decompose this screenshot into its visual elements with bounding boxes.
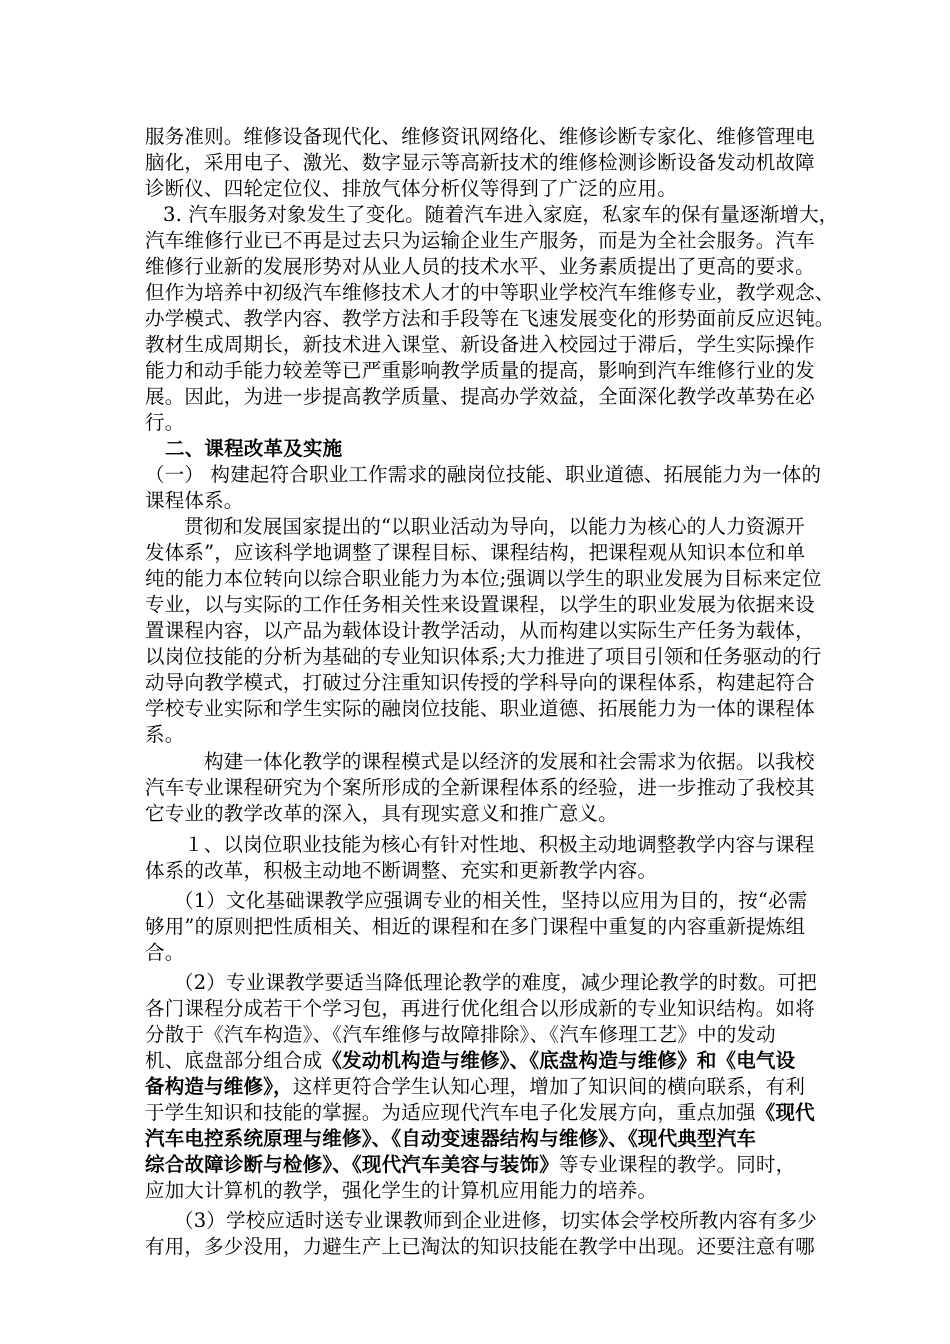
text-line	[145, 1048, 795, 1074]
course-titles-bold: 备构造与维修》，	[145, 1075, 293, 1098]
text-line: 专业，以与实际的工作任务相关性来设置课程，以学生的职业发展为依据来设	[145, 593, 815, 616]
text-line: 脑化，采用电子、激光、数字显示等高新技术的维修检测诊断设备发动机故障	[145, 151, 815, 174]
text-line: 学校专业实际和学生实际的融岗位技能、职业道德、拓展能力为一体的课程体	[145, 697, 815, 720]
text-line: 各门课程分成若干个学习包，再进行优化组合以形成新的专业知识结构。如将	[145, 997, 815, 1020]
text-line	[145, 1152, 795, 1178]
text-line: １、以岗位职业技能为核心有针对性地、积极主动地调整教学内容与课程	[184, 833, 815, 856]
text-line	[145, 1100, 815, 1126]
text-line: 动导向教学模式，打破过分注重知识传授的学科导向的课程体系，构建起符合	[145, 671, 815, 694]
text-line: 构建一体化教学的课程模式是以经济的发展和社会需求为依据。以我校	[204, 750, 815, 773]
text-run: 等专业课程的教学。同时，	[558, 1153, 796, 1176]
text-line: 体系的改革，积极主动地不断调整、充实和更新教学内容。	[145, 859, 658, 882]
course-titles-bold: 《现代	[755, 1101, 815, 1124]
text-line: 以岗位技能的分析为基础的专业知识体系;大力推进了项目引领和任务驱动的行	[145, 645, 822, 668]
text-line: 办学模式、教学内容、教学方法和手段等在飞速发展变化的形势面前反应迟钝。	[145, 307, 835, 330]
text-line	[145, 1074, 805, 1100]
text-line: 展。因此，为进一步提高教学质量、提高办学效益，全面深化教学改革势在必	[145, 385, 815, 408]
text-line: 系。	[145, 723, 185, 746]
text-line: 3. 汽车服务对象发生了变化。随着汽车进入家庭，私家车的保有量逐渐增大，	[163, 203, 839, 226]
text-line: 有用，多少没用，力避生产上已淘汰的知识技能在教学中出现。还要注意有哪	[145, 1235, 815, 1258]
text-line: 应加大计算机的教学，强化学生的计算机应用能力的培养。	[145, 1179, 658, 1202]
text-run: 这样更符合学生认知心理，增加了知识间的横向联系，有利	[292, 1075, 806, 1098]
text-line: 纯的能力本位转向以综合职业能力为本位;强调以学生的职业发展为目标来定位	[145, 567, 822, 590]
text-line: 汽车专业课程研究为个案所形成的全新课程体系的经验，进一步推动了我校其	[145, 776, 815, 799]
course-titles-bold: 《发动机构造与维修》、《底盘构造与维修》和《电气设	[322, 1049, 796, 1072]
text-line: 贯彻和发展国家提出的“以职业活动为导向，以能力为核心的人力资源开	[184, 515, 805, 538]
text-line: （1）文化基础课教学应强调专业的相关性，坚持以应用为目的，按“必需	[174, 889, 808, 912]
text-line: 合。	[145, 941, 185, 964]
text-line: 服务准则。维修设备现代化、维修资讯网络化、维修诊断专家化、维修管理电	[145, 125, 815, 148]
text-line: 够用”的原则把性质相关、相近的课程和在多门课程中重复的内容重新提炼组	[145, 915, 806, 938]
text-line: （2）专业课教学要适当降低理论教学的难度，减少理论教学的时数。可把	[174, 971, 818, 994]
course-titles-bold: 综合故障诊断与检修》、《现代汽车美容与装饰》	[145, 1153, 559, 1176]
text-line: 维修行业新的发展形势对从业人员的技术水平、业务素质提出了更高的要求。	[145, 255, 815, 278]
text-line: （3）学校应适时送专业课教师到企业进修，切实体会学校所教内容有多少	[174, 1209, 818, 1232]
text-line: 分散于《汽车构造》、《汽车维修与故障排除》、《汽车修理工艺》中的发动	[145, 1023, 776, 1046]
text-line: 诊断仪、四轮定位仪、排放气体分析仪等得到了广泛的应用。	[145, 177, 677, 200]
text-line: 能力和动手能力较差等已严重影响教学质量的提高，影响到汽车维修行业的发	[145, 359, 815, 382]
text-line: 行。	[145, 411, 185, 434]
text-line: 它专业的教学改革的深入，具有现实意义和推广意义。	[145, 802, 618, 825]
text-run: 于学生知识和技能的掌握。为适应现代汽车电子化发展方向，重点加强	[145, 1101, 756, 1124]
text-line: 汽车维修行业已不再是过去只为运输企业生产服务，而是为全社会服务。汽车	[145, 229, 815, 252]
course-titles-bold: 汽车电控系统原理与维修》、《自动变速器结构与维修》、《现代典型汽车	[145, 1127, 757, 1150]
subsection-heading: （一） 构建起符合职业工作需求的融岗位技能、职业道德、拓展能力为一体的	[145, 463, 822, 486]
text-line: 但作为培养中初级汽车维修技术人才的中等职业学校汽车维修专业，教学观念、	[145, 281, 835, 304]
text-line: 课程体系。	[145, 489, 244, 512]
text-run: 机、底盘部分组合成	[145, 1049, 323, 1072]
text-line: 教材生成周期长，新技术进入课堂、新设备进入校园过于滞后，学生实际操作	[145, 333, 815, 356]
text-line: 发体系”，应该科学地调整了课程目标、课程结构，把课程观从知识本位和单	[145, 541, 806, 564]
section-heading: 二、课程改革及实施	[165, 437, 343, 460]
text-line: 置课程内容，以产品为载体设计教学活动，从而构建以实际生产任务为载体，	[145, 619, 815, 642]
